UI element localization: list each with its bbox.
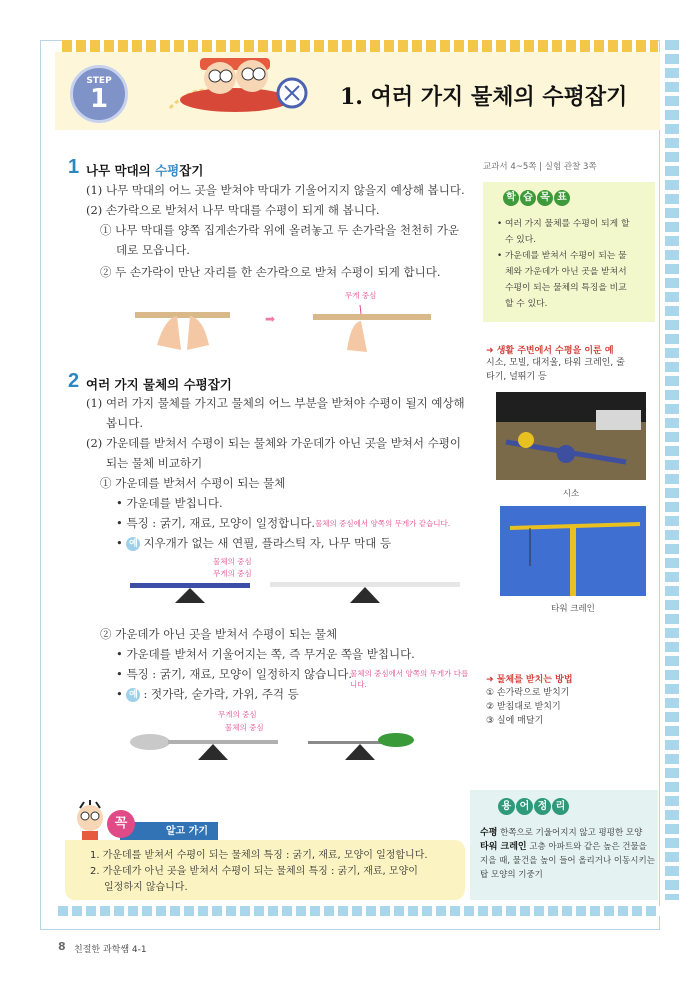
goal-title-char: 목 (537, 190, 553, 206)
section2-item: ① 가운데를 받쳐서 수평이 되는 물체 (100, 476, 286, 490)
section2-example2 (116, 684, 299, 704)
step-label: STEP (86, 76, 112, 86)
example-badge: 예 (126, 537, 140, 551)
goal-title-char: 표 (554, 190, 570, 206)
terminology-list (480, 826, 655, 882)
seesaw-photo (496, 392, 646, 480)
section1-title-pre: 나무 막대의 (86, 163, 156, 178)
support-method-title: ➜ 물체를 받치는 방법 (486, 675, 573, 685)
example-badge: 예 (126, 688, 140, 702)
example2-text: : 젓가락, 숟가락, 가위, 주걱 등 (143, 687, 299, 701)
section2-item: 되는 물체 비교하기 (106, 456, 203, 470)
goal-line: • 여러 가지 물체를 수평이 되게 할 (497, 219, 630, 229)
page-title: 1. 여러 가지 물체의 수평잡기 (340, 84, 628, 110)
must-know-item: 2. 가운데가 아닌 곳을 받쳐서 수평이 되는 물체의 특징 : 굵기, 재료, 모양이 (90, 866, 418, 877)
term-entry (480, 840, 655, 882)
term-definition: 한쪽으로 기울어지지 않고 평평한 모양 (500, 828, 643, 838)
side-stripe (665, 40, 679, 900)
section2-item: 봅니다. (106, 416, 143, 430)
bottom-stripe (58, 906, 660, 916)
terminology-box (470, 790, 658, 900)
top-stripe (62, 40, 658, 52)
term-word: 타워 크레인 (480, 842, 527, 852)
life-example-title: ➜ 생활 주변에서 수평을 이룬 예 (486, 346, 614, 356)
section1-item: ① 나무 막대를 양쪽 집게손가락 위에 올려놓고 두 손가락을 천천히 가운 (100, 223, 460, 237)
goal-title-char: 습 (520, 190, 536, 206)
section1-title-highlight: 수평 (155, 163, 180, 178)
term-entry (480, 826, 655, 840)
section2-example1 (116, 533, 391, 553)
goal-line: • 가운데를 받쳐서 수평이 되는 물 (497, 251, 627, 261)
must-know-item: 1. 가운데를 받쳐서 수평이 되는 물체의 특징 : 굵기, 재료, 모양이 일정합니다. (90, 850, 428, 861)
cartoon-pilot-illustration (160, 38, 330, 138)
spoon-spatula-balance-photo (128, 705, 428, 765)
stick-balance-photo (135, 290, 445, 358)
section2-note-same: 물체의 중심에서 양쪽의 무게가 같습니다. (315, 519, 451, 528)
section2-note-different: 물체의 중심에서 양쪽의 무게가 다릅니다. (350, 669, 469, 689)
term-title-char: 리 (552, 798, 569, 815)
goal-line: 체와 가운데가 아닌 곳을 받쳐서 (505, 267, 627, 277)
weight-center-label: 무게의 중심 (213, 569, 252, 578)
tower-crane-photo (500, 506, 646, 596)
section1-title-post: 잡기 (179, 163, 204, 178)
stick-center-label: 무게 중심 (345, 291, 377, 300)
section1-number: 1 (68, 156, 80, 178)
terminology-title (498, 798, 570, 815)
must-know-badge: 꼭 (107, 810, 135, 838)
section2-item: ② 가운데가 아닌 곳을 받쳐서 수평이 되는 물체 (100, 627, 338, 641)
textbook-reference: 교과서 4~5쪽 | 실험 관찰 3쪽 (483, 162, 597, 172)
section2-item: (2) 가운데를 받쳐서 수평이 되는 물체와 가운데가 아닌 곳을 받쳐서 수평이 (86, 436, 462, 450)
term-title-char: 어 (516, 798, 533, 815)
must-know-tab: 알고 가기 (120, 822, 218, 842)
must-know-list (90, 848, 450, 896)
section1-item: (2) 손가락으로 받쳐서 나무 막대를 수평이 되게 해 봅니다. (86, 203, 380, 217)
section1-title (86, 161, 203, 179)
life-example-line: 타기, 널뛰기 등 (486, 372, 547, 382)
learning-goal-box (483, 182, 655, 322)
svg-text:➡: ➡ (265, 312, 276, 326)
example-bullet: • (116, 687, 127, 701)
section2-item: • 가운데를 받칩니다. (116, 496, 223, 510)
section2-item: • 특징 : 굵기, 재료, 모양이 일정하지 않습니다. (116, 667, 353, 681)
step-number: 1 (89, 84, 109, 114)
mascot-icon (72, 800, 108, 844)
example-bullet: • (116, 536, 127, 550)
goal-line: 수평이 되는 물체의 특징을 비교 (505, 283, 627, 293)
support-method-item: ① 손가락으로 받치기 (486, 688, 570, 698)
seesaw-caption: 시소 (562, 489, 580, 499)
term-title-char: 정 (534, 798, 551, 815)
object-center-label-2: 물체의 중심 (225, 723, 264, 732)
weight-center-label-2: 무게의 중심 (218, 710, 257, 719)
support-method-item: ② 받침대로 받치기 (486, 702, 561, 712)
section2-item: • 가운데를 받쳐서 기울어지는 쪽, 즉 무거운 쪽을 받칩니다. (116, 647, 415, 661)
section2-item: (1) 여러 가지 물체를 가지고 물체의 어느 부분을 받쳐야 수평이 될지 예상해 (86, 396, 465, 410)
support-method-item: ③ 실에 매달기 (486, 716, 544, 726)
section2-item: • 특징 : 굵기, 재료, 모양이 일정합니다. (116, 516, 316, 530)
step-badge (70, 65, 128, 123)
learning-goal-list (497, 216, 649, 312)
section1-item: 데로 모읍니다. (116, 243, 190, 257)
section2-title: 여러 가지 물체의 수평잡기 (86, 377, 232, 392)
book-title: 친절한 과학쌤 4-1 (74, 945, 147, 955)
object-center-label: 물체의 중심 (213, 557, 252, 566)
goal-title-char: 학 (503, 190, 519, 206)
life-example-title-text: 생활 주변에서 수평을 이룬 예 (496, 346, 614, 356)
example1-text: 지우개가 없는 새 연필, 플라스틱 자, 나무 막대 등 (143, 536, 392, 550)
term-title-char: 용 (498, 798, 515, 815)
pencil-ruler-balance-photo (130, 555, 470, 610)
section1-item: (1) 나무 막대의 어느 곳을 받쳐야 막대가 기울어지지 않을지 예상해 봅니다. (86, 183, 465, 197)
section1-item: ② 두 손가락이 만난 자리를 한 손가락으로 받쳐 수평이 되게 합니다. (100, 265, 441, 279)
learning-goal-title (503, 190, 571, 206)
tower-crane-caption: 타워 크레인 (551, 604, 595, 614)
goal-line: 수 있다. (505, 235, 537, 245)
page-number: 8 (58, 940, 66, 953)
term-definition: 고층 아파트와 같은 높은 건물을 지을 때, 물건을 높이 들어 올리거나 이동시키는 탑 모양의 기중기 (480, 842, 655, 880)
must-know-item: 일정하지 않습니다. (104, 882, 188, 893)
life-example-line: 시소, 모빌, 대저울, 타워 크레인, 줄 (486, 358, 625, 368)
section2-number: 2 (68, 370, 80, 392)
term-word: 수평 (480, 828, 498, 838)
goal-line: 할 수 있다. (505, 299, 548, 309)
support-method-title-text: 물체를 받치는 방법 (496, 675, 573, 685)
